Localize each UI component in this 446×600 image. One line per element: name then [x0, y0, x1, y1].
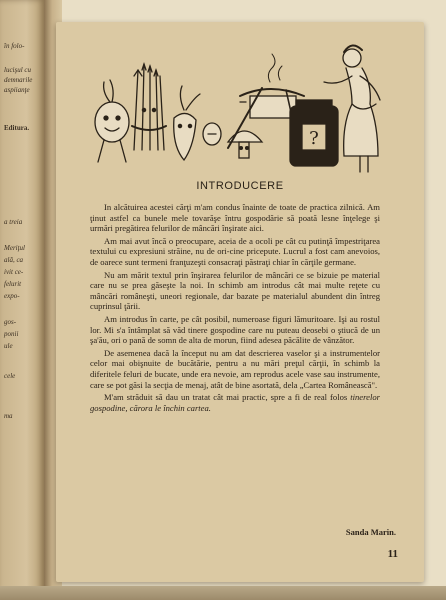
left-page-fragment: demnarile: [4, 76, 33, 84]
left-page-fragment: ule: [4, 342, 13, 350]
paragraph: In alcătuirea acestei cărţi m'am condus înainte de toate de practica zilnică. Am ţinut astfel ca bunele mele tovarăşe întru gospodărie să poată lesne înţelege şi urmări pregătirea felurilor de mâncări înşirate aici.: [90, 202, 380, 234]
left-page-fragment: felurit: [4, 280, 22, 288]
left-page-fragment: cele: [4, 372, 16, 380]
left-page-fragment: ponii: [4, 330, 19, 338]
author-signature: Sanda Marin.: [345, 527, 396, 537]
left-page-fragment: expo-: [4, 292, 20, 300]
introduction-text: [90, 202, 380, 415]
dedication-text: tinerelor gospodine, cărora le închin cartea.: [90, 392, 380, 413]
paragraph-final: [90, 392, 380, 413]
left-page-fragment: a treia: [4, 218, 23, 226]
carrot-icon: [174, 113, 196, 160]
jar-icon: [290, 100, 338, 166]
left-page-edge: [0, 0, 44, 600]
asparagus-icon: [132, 64, 166, 150]
onion-character-icon: [95, 102, 129, 142]
svg-text:?: ?: [309, 128, 319, 149]
page-title: INTRODUCERE: [196, 180, 284, 192]
paragraph: Am introdus în carte, pe cât posibil, numeroase figuri lămuritoare. Işi au rostul lor. Mi s'a întâmplat să văd tinere gospodine care nu puteau deosebi o ştiucă de un şa'ău, ori o pană de somn de alta de morun, fiind adesea păcălite de vânzător.: [90, 313, 380, 346]
paragraph: De asemenea dacă la început nu am dat descrierea vaselor şi a instrumentelor celor mai obişnuite de bucătărie, pentru a nu mări preţul cărţii, în schimb la diferitele feluri de bucate, unde era nevoie, am reprodus acele vase sau instrumente, care se pot găsi la secţia de menaj, atât de bine asortată, dela „Cartea Românească".: [90, 347, 380, 390]
left-page-fragment: gos-: [4, 318, 17, 326]
left-page-fragment: aspiianţe: [4, 86, 30, 94]
left-page-fragment: lucişul cu: [4, 66, 32, 74]
paragraph: Am mai avut încă o preocupare, aceia de a ocoli pe cât cu putinţă împestriţarea textului cu expresiuni străine, nu de ori-cine pricepute. Lucrul a fost cam anevoios, de oarece sunt termeni franţuzeşti consacraţi păstraţi chiar în cărţile germane.: [90, 235, 380, 267]
left-page-fragment: ma: [4, 412, 13, 420]
paragraph: Nu am mărit textul prin înşirarea felurilor de mâncări ce se bizuie pe material care nu se prea găseşte la noi. In schimb am introdus cât mai multe reţete cu mâncări româneşti, uneori regionale, dar bazate pe materialul abundent din întreg cuprinsul ţării.: [90, 269, 380, 312]
book-page: [56, 22, 424, 582]
table-surface: [0, 586, 446, 600]
left-page-fragment: ivit ce-: [4, 268, 24, 276]
paragraph-final-text: M'am străduit să dau un tratat cât mai practic, spre a fi de real folos: [104, 392, 351, 403]
left-page-fragment: Editura.: [4, 124, 30, 132]
kitchen-illustration: [90, 30, 390, 182]
left-page-fragment: Meriţul: [4, 244, 25, 252]
left-page-fragment: ală, ca: [4, 256, 24, 264]
page-number: 11: [387, 548, 398, 560]
left-page-fragment: în folo-: [4, 42, 25, 50]
